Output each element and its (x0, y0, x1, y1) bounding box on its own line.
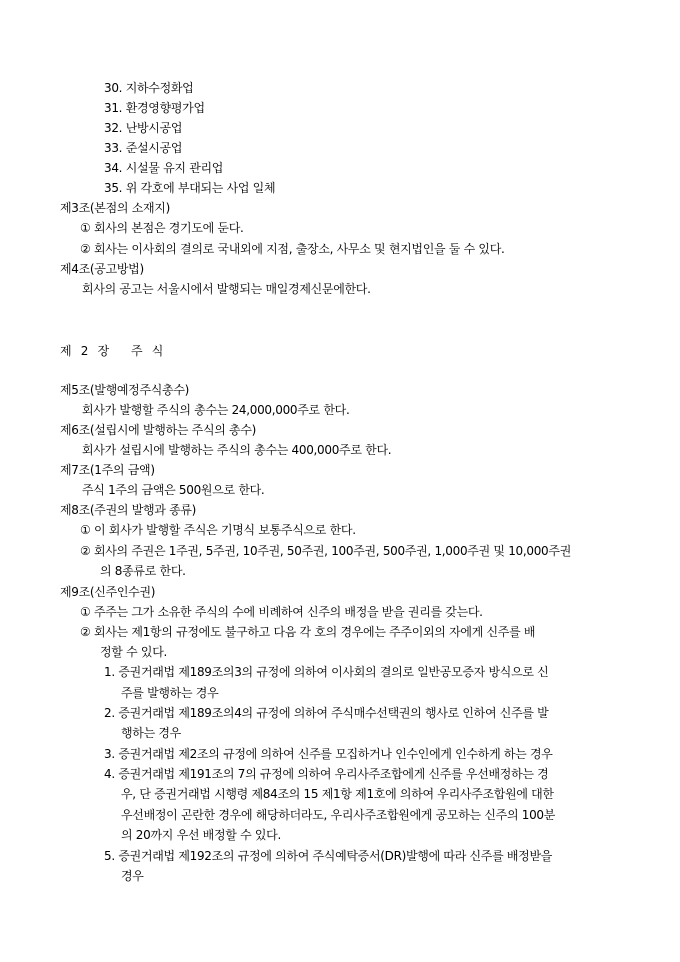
text-line: 우, 단 증권거래법 시행령 제84조의 15 제1항 제1호에 의하여 우리사주조합원에 대한 (121, 787, 554, 801)
text-line: 의 8종류로 한다. (100, 564, 186, 578)
text-line: 4. 증권거래법 제191조의 7의 규정에 의하여 우리사주조합에게 신주를 우선배정하는 경 (104, 767, 549, 781)
text-line: 정할 수 있다. (100, 645, 168, 659)
text-line: 경우 (121, 869, 144, 883)
article-heading: 제4조(공고방법) (60, 262, 144, 276)
article-heading: 제9조(신주인수권) (60, 585, 156, 599)
text-line: 의 20까지 우선 배정할 수 있다. (121, 828, 281, 842)
chapter-heading (0, 341, 680, 361)
text-line: ② 회사는 이사회의 결의로 국내외에 지점, 출장소, 사무소 및 현지법인을 둘 수 있다. (80, 242, 505, 256)
text-line: ① 회사의 본점은 경기도에 둔다. (80, 221, 244, 235)
text-line: 31. 환경영향평가업 (104, 101, 205, 115)
article-heading: 제8조(주권의 발행과 종류) (60, 503, 197, 517)
text-line: ② 회사의 주권은 1주권, 5주권, 10주권, 50주권, 100주권, 500주권, 1,000주권 및 10,000주권 (80, 544, 571, 558)
text-line: 3. 증권거래법 제2조의 규정에 의하여 신주를 모집하거나 인수인에게 인수하게 하는 경우 (104, 747, 553, 761)
article-heading: 제3조(본점의 소재지) (60, 201, 170, 215)
text-line: 5. 증권거래법 제192조의 규정에 의하여 주식예탁증서(DR)발행에 따라 신주를 배정받을 (104, 849, 553, 863)
text-line: 회사의 공고는 서울시에서 발행되는 매일경제신문에한다. (82, 282, 371, 296)
article-heading: 제6조(설립시에 발행하는 주식의 총수) (60, 423, 257, 437)
article-heading: 제7조(1주의 금액) (60, 463, 155, 477)
article-heading: 제5조(발행예정주식총수) (60, 383, 190, 397)
text-line: 우선배정이 곤란한 경우에 해당하더라도, 우리사주조합원에게 공모하는 신주의 100분 (121, 808, 556, 822)
text-line: 1. 증권거래법 제189조의3의 규정에 의하여 이사회의 결의로 일반공모증자 방식으로 신 (104, 665, 549, 679)
text-line: 주를 발행하는 경우 (121, 686, 219, 700)
text-line: 35. 위 각호에 부대되는 사업 일체 (104, 181, 276, 195)
text-line: 회사가 발행할 주식의 총수는 24,000,000주로 한다. (82, 403, 350, 417)
text-line: 주식 1주의 금액은 500원으로 한다. (82, 483, 265, 497)
text-line: 행하는 경우 (121, 726, 181, 740)
text-line: 30. 지하수정화업 (104, 81, 194, 95)
text-line: ① 이 회사가 발행할 주식은 기명식 보통주식으로 한다. (80, 523, 356, 537)
text-line: 회사가 설립시에 발행하는 주식의 총수는 400,000주로 한다. (82, 443, 392, 457)
text-line: 33. 준설시공업 (104, 141, 183, 155)
text-line: 34. 시설물 유지 관리업 (104, 161, 224, 175)
text-line: 32. 난방시공업 (104, 121, 183, 135)
chapter-number: 제 2 장 (60, 344, 109, 358)
text-line: ② 회사는 제1항의 규정에도 불구하고 다음 각 호의 경우에는 주주이외의 자에게 신주를 배 (80, 625, 536, 639)
chapter-title: 주 식 (130, 344, 164, 358)
text-line: 2. 증권거래법 제189조의4의 규정에 의하여 주식매수선택권의 행사로 인하여 신주를 발 (104, 706, 549, 720)
text-line: ① 주주는 그가 소유한 주식의 수에 비례하여 신주의 배정을 받을 권리를 갖는다. (80, 605, 483, 619)
